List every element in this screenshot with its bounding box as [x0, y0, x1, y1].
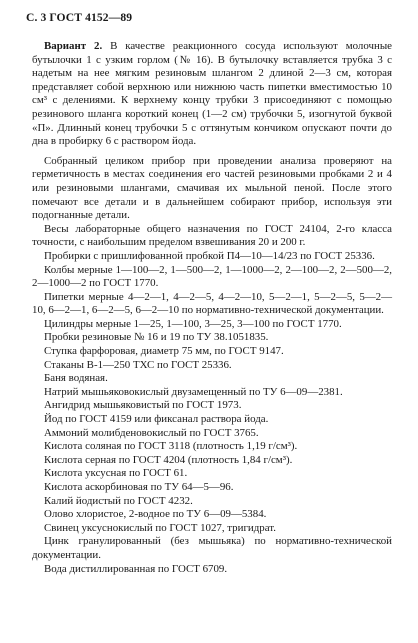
variant-text: В качестве реакционного сосуда используют молочные бутылочки 1 с узким горлом (№ 16). В бутылочку вставляется трубка 3 с надетым на нее мягким резиновым шлангом 2 длиной 2—3 см, которая представляет собой верхнюю или нижнюю часть пипетки вместимостью 10 см³ с делениями. К верхнему концу трубки 3 присоединяют с помощью резинового шланга короткий конец (1—2 см) трубочки 5, изогнутой буквой «П». Длинный конец трубочки 5 с оттянутым кончиком опускают почти до дна в пробирку 6 с раствором йода. [32, 40, 392, 148]
reagent-item: Вода дистиллированная по ГОСТ 6709. [44, 562, 228, 575]
reagent-item: Кислота уксусная по ГОСТ 61. [44, 467, 188, 480]
reagent-item: Кислота аскорбиновая по ТУ 64—5—96. [44, 481, 234, 493]
equipment-item: Цилиндры мерные 1—25, 1—100, 3—25, 3—100 по ГОСТ 1770. [44, 317, 342, 330]
variant-label: Вариант 2. [44, 40, 103, 52]
variant-paragraph [32, 40, 392, 149]
equipment-item: Ступка фарфоровая, диаметр 75 мм, по ГОСТ 9147. [44, 345, 284, 358]
page-header: С. 3 ГОСТ 4152—89 [26, 11, 133, 24]
equipment-item: Стаканы В-1—250 ТХС по ГОСТ 25336. [44, 358, 232, 371]
reagent-item: Кислота соляная по ГОСТ 3118 (плотность 1,19 г/см³). [44, 440, 298, 453]
reagent-item: Йод по ГОСТ 4159 или фиксанал раствора йода. [44, 413, 269, 426]
equipment-item: Пробирки с пришлифованной пробкой П4—10—14/23 по ГОСТ 25336. [44, 249, 375, 262]
reagent-item: Ангидрид мышьяковистый по ГОСТ 1973. [44, 399, 242, 412]
reagent-item: Цинк гранулированный (без мышьяка) по нормативно-технической документации. [32, 535, 392, 561]
reagent-item: Олово хлористое, 2-водное по ТУ 6—09—5384. [44, 508, 267, 521]
equipment-item: Пробки резиновые № 16 и 19 по ТУ 38.1051835. [44, 331, 269, 344]
equipment-item: Пипетки мерные 4—2—1, 4—2—5, 4—2—10, 5—2—1, 5—2—5, 5—2—10, 6—2—1, 6—2—5, 6—2—10 по нормативно-технической документации. [32, 290, 392, 317]
equipment-item: Баня водяная. [44, 372, 108, 385]
reagent-item: Натрий мышьяковокислый двузамещенный по ТУ 6—09—2381. [44, 385, 343, 398]
reagent-item: Свинец уксуснокислый по ГОСТ 1027, тригидрат. [44, 521, 276, 534]
assembly-paragraph: Собранный целиком прибор при проведении анализа проверяют на герметичность в местах соединения его частей резиновыми пробками 2 и 4 или резиновыми шлангами, смачивая их мыльной пеной. После этого помечают все детали и в дальнейшем собирают прибор, используя эти подогнанные детали. [32, 154, 392, 222]
reagent-item: Аммоний молибденовокислый по ГОСТ 3765. [44, 426, 259, 439]
equipment-item: Колбы мерные 1—100—2, 1—500—2, 1—1000—2, 2—100—2, 2—500—2, 2—1000—2 по ГОСТ 1770. [32, 263, 392, 290]
reagent-item: Калий йодистый по ГОСТ 4232. [44, 494, 193, 507]
document-body [32, 40, 392, 576]
equipment-item: Весы лабораторные общего назначения по ГОСТ 24104, 2-го класса точности, с наибольшим пределом взвешивания 20 и 200 г. [32, 222, 392, 249]
reagent-item: Кислота серная по ГОСТ 4204 (плотность 1,84 г/см³). [44, 453, 293, 466]
